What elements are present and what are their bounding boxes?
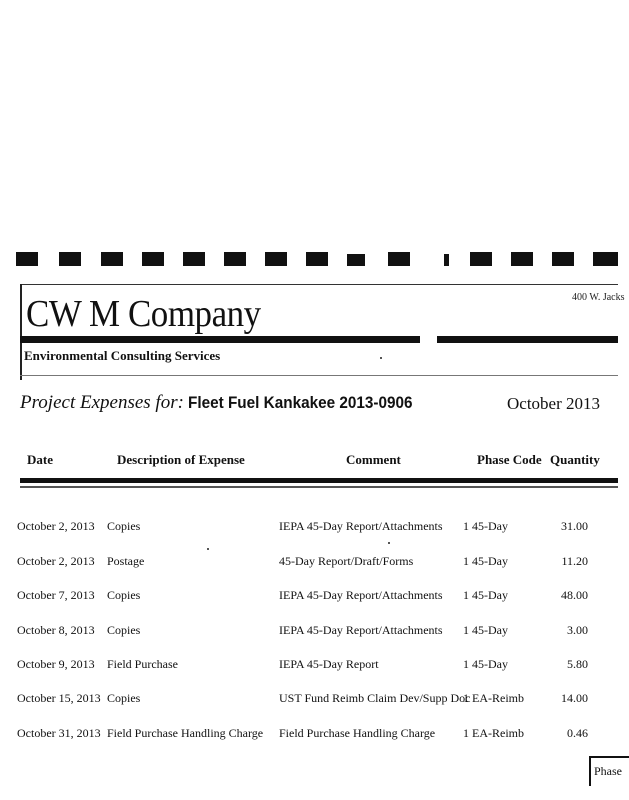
phase-box-label: Phase bbox=[594, 764, 622, 778]
cell-quantity: 14.00 bbox=[561, 691, 588, 705]
dash-segment bbox=[265, 252, 287, 266]
company-logo-text: CW M Company bbox=[26, 293, 261, 335]
cell-comment: Field Purchase Handling Charge bbox=[279, 726, 436, 740]
project-name: Fleet Fuel Kankakee 2013-0906 bbox=[187, 393, 413, 412]
cell-description: Copies bbox=[107, 519, 141, 533]
company-address: 400 W. Jacks bbox=[572, 292, 625, 303]
cell-description: Field Purchase Handling Charge bbox=[107, 726, 264, 740]
cell-description: Copies bbox=[107, 623, 141, 637]
scan-speck bbox=[388, 542, 390, 544]
table-row bbox=[0, 623, 618, 647]
table-row bbox=[0, 726, 618, 750]
cell-date: October 7, 2013 bbox=[17, 588, 95, 602]
cell-quantity: 5.80 bbox=[567, 657, 588, 671]
column-header-phase: Phase Code bbox=[477, 452, 542, 467]
cell-description: Copies bbox=[107, 588, 141, 602]
cell-quantity: 3.00 bbox=[567, 623, 588, 637]
cell-description: Copies bbox=[107, 691, 141, 705]
cell-quantity: 0.46 bbox=[567, 726, 588, 740]
cell-date: October 2, 2013 bbox=[17, 519, 95, 533]
project-label: Project Expenses for: bbox=[20, 392, 184, 413]
dash-segment bbox=[16, 252, 38, 266]
company-tagline: Environmental Consulting Services bbox=[24, 348, 221, 363]
cell-quantity: 48.00 bbox=[561, 588, 588, 602]
column-header-description: Description of Expense bbox=[117, 452, 245, 467]
cell-description: Postage bbox=[107, 554, 145, 568]
letterhead-rule-right bbox=[437, 336, 618, 343]
dash-segment bbox=[388, 252, 410, 266]
dash-segment bbox=[470, 252, 492, 266]
cell-quantity: 11.20 bbox=[561, 554, 588, 568]
cell-comment: IEPA 45-Day Report/Attachments bbox=[279, 519, 443, 533]
dash-segment bbox=[59, 252, 81, 266]
cell-phase: 1 45-Day bbox=[463, 623, 508, 637]
cell-description: Field Purchase bbox=[107, 657, 178, 671]
cell-date: October 9, 2013 bbox=[17, 657, 95, 671]
letterhead-left-bar bbox=[20, 284, 22, 380]
letterhead-bottom-line bbox=[20, 375, 618, 376]
decorative-dash-row bbox=[0, 250, 618, 270]
cell-date: October 8, 2013 bbox=[17, 623, 95, 637]
cell-comment: IEPA 45-Day Report bbox=[279, 657, 379, 671]
header-rule-thin bbox=[20, 486, 618, 488]
column-header-comment: Comment bbox=[346, 452, 401, 467]
cell-quantity: 31.00 bbox=[561, 519, 588, 533]
cell-phase: 1 EA-Reimb bbox=[463, 691, 524, 705]
cell-phase: 1 45-Day bbox=[463, 657, 508, 671]
table-row bbox=[0, 519, 618, 543]
cell-phase: 1 45-Day bbox=[463, 588, 508, 602]
cell-date: October 15, 2013 bbox=[17, 691, 101, 705]
cell-comment: IEPA 45-Day Report/Attachments bbox=[279, 623, 443, 637]
table-row bbox=[0, 691, 618, 715]
dash-segment bbox=[444, 254, 449, 266]
dash-segment bbox=[552, 252, 574, 266]
dash-segment bbox=[224, 252, 246, 266]
dash-segment bbox=[306, 252, 328, 266]
cell-phase: 1 45-Day bbox=[463, 519, 508, 533]
scan-speck bbox=[380, 357, 382, 359]
scan-speck bbox=[207, 548, 209, 550]
cell-comment: 45-Day Report/Draft/Forms bbox=[279, 554, 414, 568]
cell-comment: UST Fund Reimb Claim Dev/Supp Doc bbox=[279, 691, 471, 705]
cell-date: October 2, 2013 bbox=[17, 554, 95, 568]
letterhead-rule-left bbox=[20, 336, 420, 343]
project-heading bbox=[20, 392, 437, 414]
dash-segment bbox=[511, 252, 533, 266]
table-row bbox=[0, 554, 618, 578]
table-row bbox=[0, 657, 618, 681]
phase-box-fragment bbox=[589, 756, 629, 786]
cell-phase: 1 EA-Reimb bbox=[463, 726, 524, 740]
dash-segment bbox=[593, 252, 618, 266]
column-header-date: Date bbox=[27, 452, 53, 467]
cell-comment: IEPA 45-Day Report/Attachments bbox=[279, 588, 443, 602]
letterhead-top-line bbox=[20, 284, 618, 285]
table-row bbox=[0, 588, 618, 612]
cell-phase: 1 45-Day bbox=[463, 554, 508, 568]
dash-segment bbox=[142, 252, 164, 266]
dash-segment bbox=[183, 252, 205, 266]
header-rule-thick bbox=[20, 478, 618, 483]
column-header-quantity: Quantity bbox=[550, 452, 600, 467]
cell-date: October 31, 2013 bbox=[17, 726, 101, 740]
report-month: October 2013 bbox=[507, 394, 601, 413]
dash-segment bbox=[101, 252, 123, 266]
dash-segment bbox=[347, 254, 365, 266]
